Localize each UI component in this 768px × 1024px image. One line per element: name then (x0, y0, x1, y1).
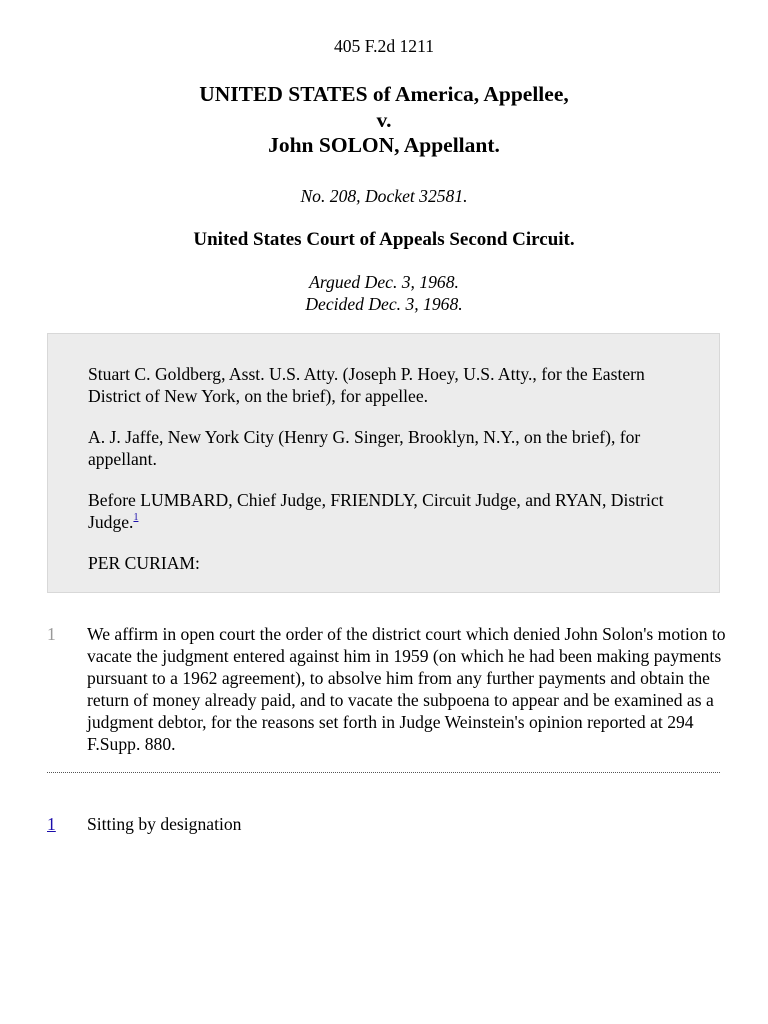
footnote-ref[interactable] (133, 512, 138, 523)
counsel-appellee: Stuart C. Goldberg, Asst. U.S. Atty. (Joseph P. Hoey, U.S. Atty., for the Eastern District of New York, on the brief), for appellee. (88, 364, 645, 406)
docket-number: No. 208, Docket 32581. (300, 186, 468, 206)
case-title-appellant: John SOLON, Appellant. (268, 133, 500, 157)
case-dates (0, 271, 768, 315)
paragraph-number: 1 (47, 624, 56, 644)
court-name: United States Court of Appeals Second Circuit. (193, 229, 575, 250)
case-title-versus: v. (376, 107, 392, 132)
counsel-appellant: A. J. Jaffe, New York City (Henry G. Singer, Brooklyn, N.Y., on the brief), for appellant. (88, 427, 641, 469)
panel-judges-text: Before LUMBARD, Chief Judge, FRIENDLY, Circuit Judge, and RYAN, District Judge. (88, 490, 664, 532)
footnote-text: Sitting by designation (87, 814, 242, 834)
case-title-appellee: UNITED STATES of America, Appellee, (199, 82, 569, 106)
decided-date: Decided Dec. 3, 1968. (305, 294, 463, 314)
per-curiam-heading: PER CURIAM: (88, 553, 200, 573)
argued-date: Argued Dec. 3, 1968. (309, 272, 459, 292)
footnote-divider (47, 772, 720, 773)
panel-judges (88, 489, 688, 533)
footnote-ref-link[interactable]: 1 (133, 512, 139, 523)
case-title (0, 82, 768, 159)
footnote-number-link[interactable]: 1 (47, 814, 56, 834)
opinion-paragraph: We affirm in open court the order of the district court which denied John Solon's motion to vacate the judgment entered against him in 1959 (on which he had been making payments pursuant to a 1962 agreement), to absolve him from any further payments and obtain the return of money already paid, and to vacate the subpoena to appear and be examined as a judgment debtor, for the reasons set forth in Judge Weinstein's opinion reported at 294 F.Supp. 880. (87, 624, 726, 754)
case-citation: 405 F.2d 1211 (333, 36, 435, 56)
case-header-box (47, 333, 720, 593)
